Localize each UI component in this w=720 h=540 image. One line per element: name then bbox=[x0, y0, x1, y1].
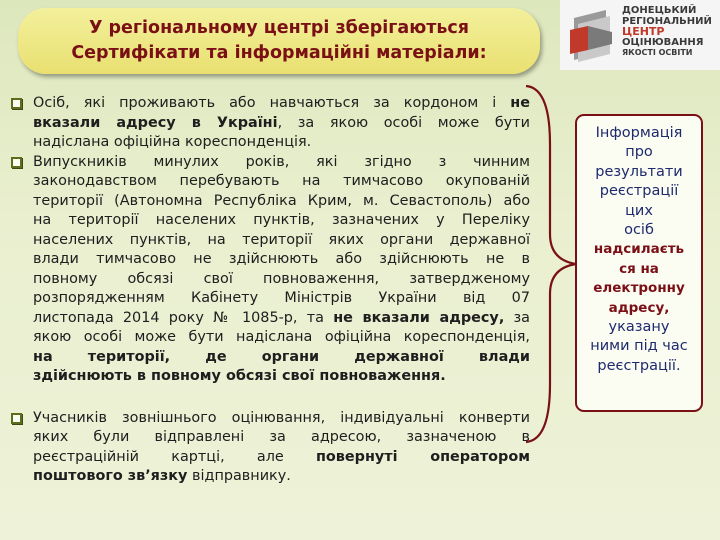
info-panel-line: надсилаєть bbox=[593, 241, 685, 258]
text-segment: за bbox=[504, 309, 531, 326]
text-line bbox=[33, 289, 530, 309]
info-panel-line: цих bbox=[625, 202, 653, 219]
info-panel-line: про bbox=[625, 144, 653, 161]
text-line bbox=[33, 448, 530, 468]
bullet-list bbox=[8, 94, 530, 487]
info-panel bbox=[575, 114, 703, 412]
text-line bbox=[33, 309, 530, 329]
text-segment: , за якою особі може бути bbox=[277, 114, 530, 131]
bold-text: не вказали адресу, bbox=[333, 309, 505, 326]
square-bullet-icon bbox=[11, 98, 22, 109]
text-segment: якою особі може бути надіслана офіційна кореспонденція, bbox=[33, 329, 530, 345]
text-line bbox=[33, 172, 530, 192]
text-segment: надіслана офіційна кореспонденція. bbox=[33, 134, 312, 150]
text-line bbox=[33, 94, 530, 114]
square-bullet-icon bbox=[11, 157, 22, 168]
bold-text: здійснюють в повному обсязі свої повноваження. bbox=[33, 368, 446, 384]
text-line bbox=[33, 211, 530, 231]
info-panel-line: ся на bbox=[619, 260, 659, 277]
text-segment: Випускників минулих років, які згідно з чинним bbox=[33, 153, 530, 170]
text-segment: влади тимчасово не здійснюють або здійснюють не в bbox=[33, 251, 530, 267]
info-panel-line: електронну bbox=[593, 280, 685, 297]
text-segment: реєстраційній картці, але bbox=[33, 448, 316, 465]
info-panel-line: Інформація bbox=[595, 125, 683, 141]
page-title bbox=[18, 8, 540, 74]
text-line bbox=[33, 231, 530, 251]
text-segment: законодавством перебувають на тимчасово окупованій bbox=[33, 173, 530, 189]
text-line bbox=[33, 467, 530, 487]
text-segment: листопада 2014 року № 1085-р, та bbox=[33, 309, 334, 326]
bold-text: поштового зв’язку bbox=[33, 468, 188, 484]
text-segment: повному обсязі свої повноваження, затвердженому bbox=[33, 270, 530, 287]
info-panel-line: осіб bbox=[624, 222, 654, 239]
info-panel-line: реєстрації. bbox=[597, 357, 681, 374]
text-line bbox=[33, 133, 530, 153]
text-line bbox=[33, 114, 530, 134]
text-segment: території (Автономна Республіка Крим, м. Севастополь) або bbox=[33, 192, 530, 209]
text-segment: відправнику. bbox=[187, 468, 291, 484]
square-bullet-icon bbox=[11, 413, 22, 424]
info-panel-line: ними під час bbox=[590, 338, 688, 355]
info-panel-line: адресу, bbox=[608, 299, 670, 316]
title-line-2: Сертифікати та інформаційні матеріали: bbox=[71, 43, 487, 63]
text-line bbox=[33, 428, 530, 448]
logo-line-3: ЦЕНТР bbox=[622, 25, 665, 38]
book-logo-icon bbox=[566, 4, 616, 64]
text-segment: на території населених пунктів, зазначених у Переліку bbox=[33, 212, 530, 228]
bullet-item-abroad bbox=[8, 94, 530, 153]
text-segment: населених пунктів, на території яких органи державної bbox=[33, 231, 530, 248]
text-line bbox=[33, 153, 530, 173]
text-line bbox=[33, 192, 530, 212]
logo-line-4: ОЦІНЮВАННЯ bbox=[622, 36, 704, 48]
bold-text: не bbox=[510, 95, 530, 111]
text-segment: розпорядженням Кабінету Міністрів України від 07 bbox=[33, 290, 530, 306]
bold-text: повернуті оператором bbox=[315, 448, 530, 465]
text-line bbox=[33, 367, 530, 387]
text-segment: Учасників зовнішнього оцінювання, індивідуальні конверти bbox=[33, 409, 530, 426]
logo-text bbox=[622, 6, 712, 59]
curly-brace-arrow-icon bbox=[524, 84, 580, 444]
logo-line-2: РЕГІОНАЛЬНИЙ bbox=[622, 15, 712, 27]
info-panel-line: указану bbox=[608, 319, 670, 336]
title-line-1: У регіональному центрі зберігаються bbox=[88, 18, 470, 38]
text-line bbox=[33, 328, 530, 348]
text-line bbox=[33, 270, 530, 290]
text-segment: яких були відправлені за адресою, зазначеною в bbox=[33, 429, 530, 445]
text-line bbox=[33, 250, 530, 270]
text-segment: Осіб, які проживають або навчаються за кордоном і bbox=[33, 95, 511, 111]
logo bbox=[560, 0, 720, 70]
info-panel-line: реєстрації bbox=[599, 183, 679, 200]
text-line bbox=[33, 348, 530, 368]
bullet-item-graduates bbox=[8, 153, 530, 387]
logo-line-1: ДОНЕЦЬКИЙ bbox=[622, 5, 697, 16]
bold-text: на території, де органи державної влади bbox=[33, 348, 530, 365]
logo-line-5: ЯКОСТІ ОСВІТИ bbox=[622, 48, 693, 57]
text-line bbox=[33, 409, 530, 429]
bold-text: вказали адресу в Україні bbox=[33, 114, 278, 131]
bullet-item-participants bbox=[8, 409, 530, 487]
info-panel-line: результати bbox=[595, 163, 683, 180]
